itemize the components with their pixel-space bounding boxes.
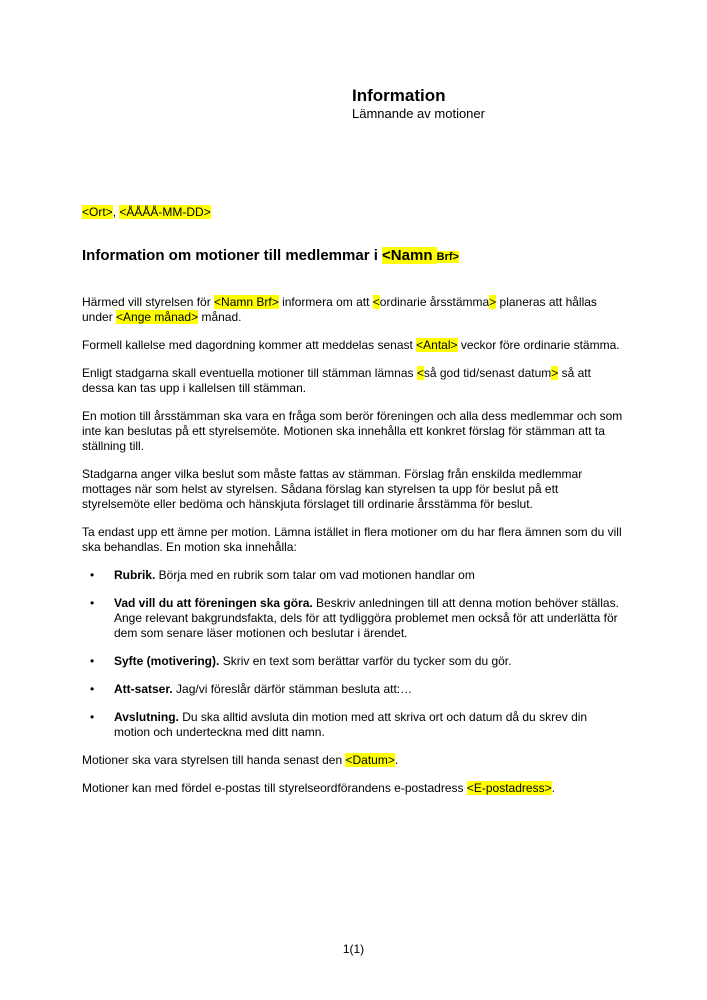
bullet-item-syfte xyxy=(82,654,625,669)
placeholder-bracket[interactable]: < xyxy=(372,295,380,309)
text-run: Formell kallelse med dagordning kommer att meddelas senast xyxy=(82,338,417,352)
document-title: Information xyxy=(352,86,446,105)
text-run: Syfte (motivering). xyxy=(114,654,220,668)
placeholder-bracket[interactable]: > xyxy=(489,295,497,309)
bullet-list xyxy=(82,568,625,740)
paragraph-beslut xyxy=(82,467,625,512)
text-run: Börja med en rubrik som talar om vad motionen handlar om xyxy=(155,568,475,582)
placeholder-namn-brf[interactable]: Brf> xyxy=(436,251,459,263)
text-run: Skriv en text som berättar varför du tycker som du gör. xyxy=(219,654,512,668)
text-run: En motion till årsstämman ska vara en fråga som berör föreningen och alla dess medlemmar och som inte kan beslutas på ett styrelsemöte. Motionen ska innehålla ett konkret förslag för stämman att ta ställning till. xyxy=(82,409,623,453)
text-run: Information om motioner till medlemmar i xyxy=(82,247,383,264)
placeholder-ort[interactable]: <Ort> xyxy=(82,205,113,219)
placeholder-bracket[interactable]: < xyxy=(416,366,424,380)
text-run: Jag/vi föreslår därför stämman besluta att:… xyxy=(172,682,413,696)
place-date-line xyxy=(82,205,625,220)
paragraph-deadline xyxy=(82,753,625,768)
text-run: Att-satser. xyxy=(114,682,173,696)
paragraph-kallelse xyxy=(82,338,625,353)
text-run: Härmed vill styrelsen för xyxy=(82,295,215,309)
bullet-item-avslutning xyxy=(82,710,625,740)
bullet-item-rubrik xyxy=(82,568,625,583)
paragraph-epost xyxy=(82,781,625,796)
text-run: . xyxy=(394,753,399,767)
placeholder-aaaa-mm-dd[interactable]: <ÅÅÅÅ-MM-DD> xyxy=(119,205,211,219)
text-run: Enligt stadgarna skall eventuella motioner till stämman lämnas xyxy=(82,366,417,380)
section-heading xyxy=(82,247,625,266)
placeholder-e-postadress[interactable]: <E-postadress> xyxy=(466,781,552,795)
paragraph-intro xyxy=(82,295,625,325)
text-run: informera om att xyxy=(278,295,373,309)
document-body xyxy=(82,205,625,809)
text-run: , xyxy=(112,205,120,219)
text-run: så god tid/senast datum xyxy=(423,366,552,380)
placeholder-datum[interactable]: <Datum> xyxy=(345,753,395,767)
text-run: Motioner ska vara styrelsen till handa senast den xyxy=(82,753,346,767)
page-number: 1(1) xyxy=(342,942,365,956)
text-run: så att dessa kan tas upp i kallelsen till stämman. xyxy=(82,366,591,395)
text-run: ordinarie årsstämma xyxy=(379,295,490,309)
paragraph-stadgarna-lamnas xyxy=(82,366,625,396)
text-run: planeras att hållas under xyxy=(82,295,597,324)
bullet-item-att-satser xyxy=(82,682,625,697)
paragraph-motion-definition xyxy=(82,409,625,454)
text-run: Beskriv anledningen till att denna motion behöver ställas. Ange relevant bakgrundsfakta, dels för att tydliggöra problemet men också för att underlätta för dem som senare läser motionen och beslutar i ärendet. xyxy=(114,596,619,640)
text-run: Rubrik. xyxy=(114,568,156,582)
placeholder-namn-brf[interactable]: <Namn Brf> xyxy=(214,295,279,309)
paragraph-ett-amne xyxy=(82,525,625,555)
text-run: Vad vill du att föreningen ska göra. xyxy=(114,596,313,610)
bullet-item-vad-vill-du xyxy=(82,596,625,641)
text-run: veckor före ordinarie stämma. xyxy=(457,338,620,352)
text-run: månad. xyxy=(198,310,242,324)
document-header xyxy=(352,86,485,122)
text-run: Motioner kan med fördel e-postas till styrelseordförandens e-postadress xyxy=(82,781,467,795)
placeholder-bracket[interactable]: > xyxy=(551,366,559,380)
placeholder-ange-manad[interactable]: <Ange månad> xyxy=(116,310,199,324)
text-run: Stadgarna anger vilka beslut som måste fattas av stämman. Förslag från enskilda medlemmar mottages när som helst av styrelsen. Sådana förslag kan styrelsen ta upp för beslut på ett styrelsemöte eller bedöma och hänskjuta förslaget till ordinarie årsstämma för beslut. xyxy=(82,467,583,511)
placeholder-namn-brf[interactable]: <Namn xyxy=(382,247,437,264)
text-run: Avslutning. xyxy=(114,710,179,724)
text-run: Ta endast upp ett ämne per motion. Lämna istället in flera motioner om du har flera ämnen som du vill ska behandlas. En motion ska innehålla: xyxy=(82,525,622,554)
text-run: . xyxy=(551,781,555,795)
text-run: Du ska alltid avsluta din motion med att skriva ort och datum då du skrev din motion och underteckna med ditt namn. xyxy=(114,710,588,739)
placeholder-antal[interactable]: <Antal> xyxy=(416,338,458,352)
document-subtitle: Lämnande av motioner xyxy=(352,106,485,121)
